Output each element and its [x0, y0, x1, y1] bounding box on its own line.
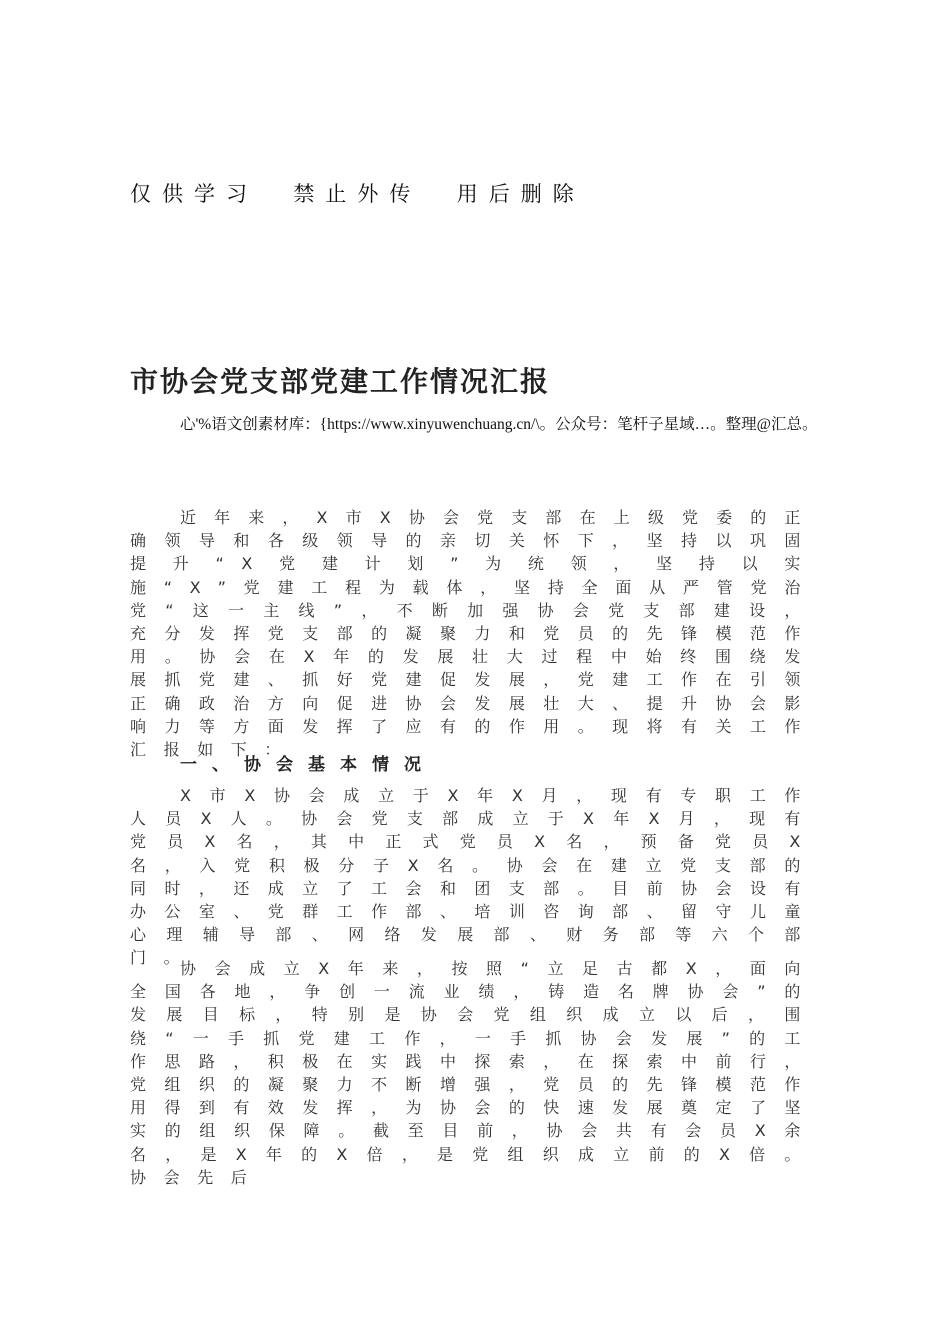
notice-banner: 仅供学习 禁止外传 用后删除 — [130, 182, 585, 206]
source-line: 心'%语文创素材库：{https://www.xinyuwenchuang.cn/\。公众号：笔杆子星域…。整理@汇总。 — [180, 416, 818, 433]
body-paragraph: 近年来，X市X协会党支部在上级党委的正确领导和各级领导的亲切关怀下，坚持以巩固提升“X党建计划”为统领，坚持以实施“X”党建工程为载体，坚持全面从严管党治党“这一主线”，不断加强协会党支部建设，充分发挥党支部的凝聚力和党员的先锋模范作用。协会在X年的发展壮大过程中始终围绕发展抓党建、抓好党建促发展，党建工作在引领正确政治方向促进协会发展壮大、提升协会影响力等方面发挥了应有的作用。现将有关工作汇报如下： — [130, 508, 818, 760]
document-title: 市协会党支部党建工作情况汇报 — [130, 365, 551, 398]
body-paragraph: 协会成立X年来，按照“立足古都X，面向全国各地，争创一流业绩，铸造名牌协会”的发展目标，特别是协会党组织成立以后，围绕“一手抓党建工作，一手抓协会发展”的工作思路，积极在实践中探索，在探索中前行，党组织的凝聚力不断增强，党员的先锋模范作用得到有效发挥，为协会的快速发展奠定了坚实的组织保障。截至目前，协会共有会员X余名，是X年的X倍，是党组织成立前的X倍。协会先后 — [130, 959, 818, 1187]
body-paragraph: X市X协会成立于X年X月，现有专职工作人员X人。协会党支部成立于X年X月，现有党员X名，其中正式党员X名，预备党员X名，入党积极分子X名。协会在建立党支部的同时，还成立了工会和团支部。目前协会设有办公室、党群工作部、培训咨询部、留守儿童心理辅导部、网络发展部、财务部等六个部门。 — [130, 786, 818, 968]
section-heading: 一、协会基本情况 — [180, 755, 436, 775]
